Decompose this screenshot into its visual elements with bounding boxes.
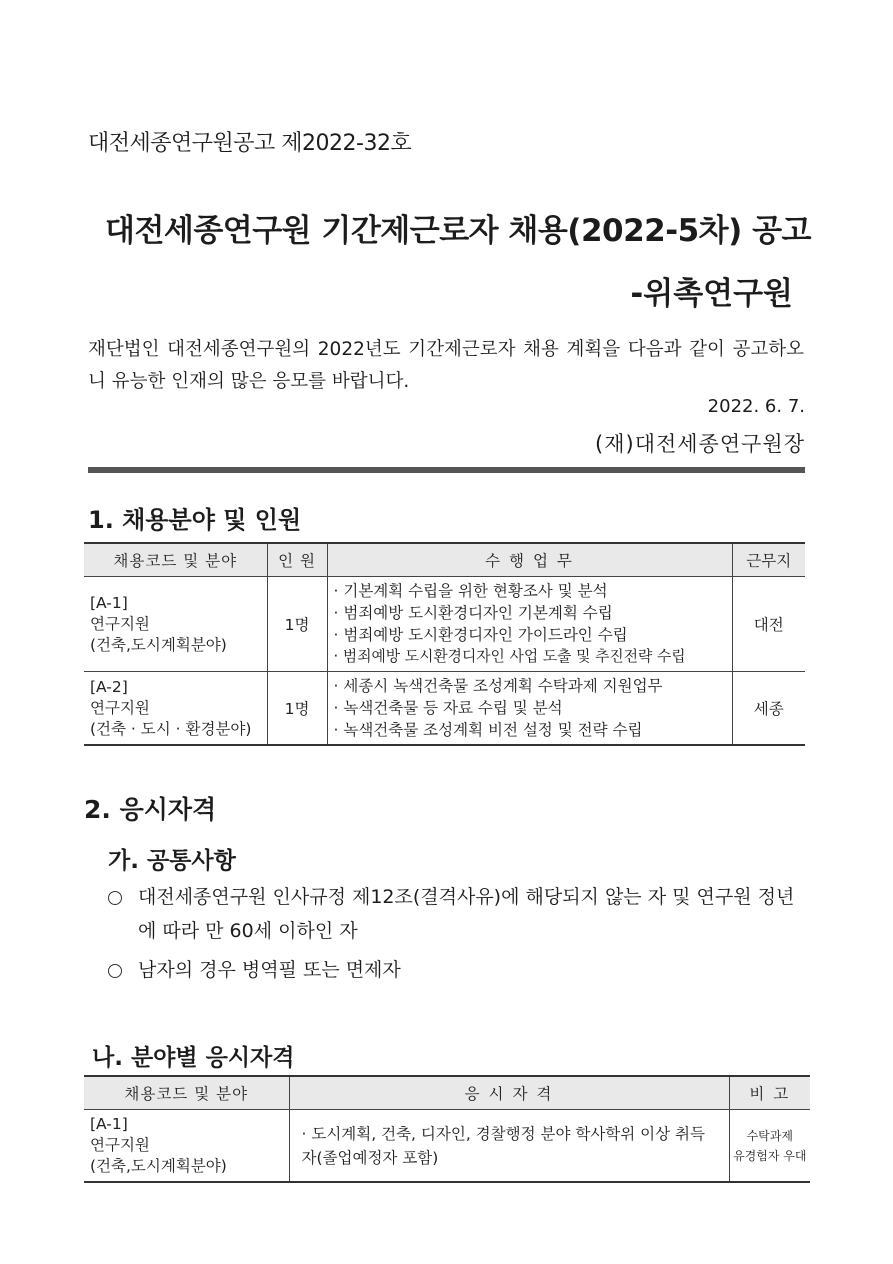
- qualification-table: [84, 1075, 810, 1183]
- note-cell: [729, 1110, 810, 1183]
- field-code: [A-1]: [90, 1115, 128, 1133]
- section1-heading: 1. 채용분야 및 인원: [88, 506, 302, 534]
- field-code: [A-2]: [90, 677, 128, 696]
- field-cell: [84, 672, 267, 746]
- notice-number: 대전세종연구원공고 제2022-32호: [88, 131, 412, 156]
- headcount-cell: 1명: [267, 672, 327, 746]
- duty-item: · 녹색건축물 등 자료 수립 및 분석: [333, 699, 563, 717]
- header-cell: 채용코드 및 분야: [84, 1076, 289, 1110]
- notice-date: 2022. 6. 7.: [707, 396, 805, 417]
- duty-item: · 녹색건축물 조성계획 비전 설정 및 전략 수립: [333, 721, 643, 739]
- duty-item: · 범죄예방 도시환경디자인 사업 도출 및 추진전략 수립: [333, 648, 686, 665]
- table-header-row: [84, 1076, 810, 1110]
- divider-rule: [88, 467, 805, 473]
- table-row: [84, 1110, 810, 1183]
- recruitment-table: [84, 542, 805, 746]
- header-cell: 채용코드 및 분야: [84, 543, 267, 577]
- duty-item: · 기본계획 수립을 위한 현황조사 및 분석: [333, 582, 608, 600]
- field-code: [A-1]: [90, 593, 128, 612]
- field-name: 연구지원: [90, 614, 150, 633]
- duty-item: · 세종시 녹색건축물 조성계획 수탁과제 지원업무: [333, 677, 663, 695]
- field-detail: (건축,도시계획분야): [90, 635, 227, 654]
- field-cell: [84, 1110, 289, 1183]
- page-subtitle: -위촉연구원: [630, 276, 793, 312]
- note-line: 유경험자 우대: [733, 1148, 807, 1163]
- header-cell: 수 행 업 무: [327, 543, 732, 577]
- field-detail: (건축,도시계획분야): [90, 1157, 227, 1175]
- requirement-item: [108, 880, 806, 948]
- duties-cell: [327, 577, 732, 672]
- field-name: 연구지원: [90, 1136, 150, 1154]
- circle-bullet-icon: [108, 891, 122, 905]
- table-row: [84, 672, 805, 746]
- common-requirements-heading: 가. 공통사항: [108, 848, 236, 874]
- duty-item: · 범죄예방 도시환경디자인 가이드라인 수립: [333, 626, 628, 644]
- table-row: [84, 577, 805, 672]
- header-cell: 근무지: [732, 543, 805, 577]
- section2-heading: 2. 응시자격: [84, 795, 217, 824]
- duty-item: · 범죄예방 도시환경디자인 기본계획 수립: [333, 604, 613, 622]
- circle-bullet-icon: [108, 964, 122, 978]
- duties-cell: [327, 672, 732, 746]
- header-cell: 비 고: [729, 1076, 810, 1110]
- requirement-text: 남자의 경우 병역필 또는 면제자: [138, 959, 401, 981]
- field-detail: (건축 · 도시 · 환경분야): [90, 719, 252, 738]
- note-line: 수탁과제: [746, 1128, 793, 1143]
- field-cell: [84, 577, 267, 672]
- issuer-name: (재)대전세종연구원장: [595, 432, 805, 456]
- qualification-text: · 도시계획, 건축, 디자인, 경찰행정 분야 학사학위 이상 취득자(졸업예정자 포함): [301, 1124, 706, 1167]
- location-cell: 대전: [732, 577, 805, 672]
- table-header-row: [84, 543, 805, 577]
- qualification-cell: [289, 1110, 729, 1183]
- page-title: 대전세종연구원 기간제근로자 채용(2022-5차) 공고: [105, 213, 811, 249]
- headcount-cell: 1명: [267, 577, 327, 672]
- header-cell: 응 시 자 격: [289, 1076, 729, 1110]
- intro-paragraph: 재단법인 대전세종연구원의 2022년도 기간제근로자 채용 계획을 다음과 같이 공고하오니 유능한 인재의 많은 응모를 바랍니다.: [88, 339, 804, 392]
- location-cell: 세종: [732, 672, 805, 746]
- field-name: 연구지원: [90, 698, 150, 717]
- field-requirements-heading: 나. 분야별 응시자격: [92, 1045, 295, 1071]
- requirement-text: 대전세종연구원 인사규정 제12조(결격사유)에 해당되지 않는 자 및 연구원 정년에 따라 만 60세 이하인 자: [138, 886, 795, 942]
- header-cell: 인 원: [267, 543, 327, 577]
- requirement-item: [108, 953, 806, 987]
